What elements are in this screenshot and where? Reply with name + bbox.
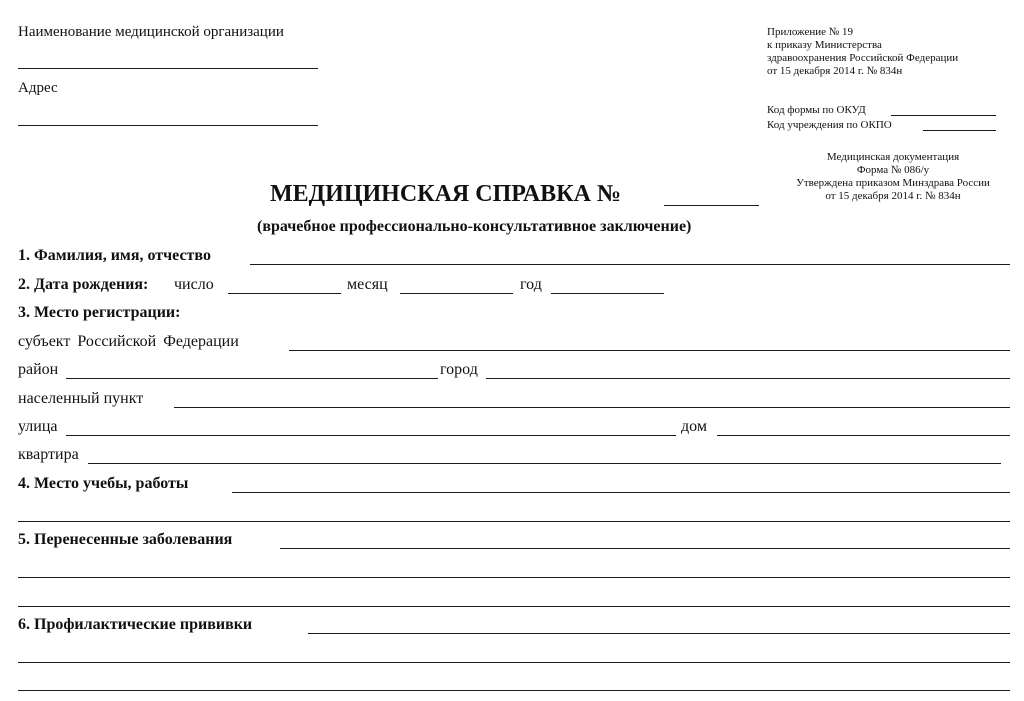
appendix-line: здравоохранения Российской Федерации <box>767 52 959 64</box>
appendix-line: к приказу Министерства <box>767 39 882 51</box>
past-diseases-field-2[interactable] <box>18 577 1010 578</box>
page-title: МЕДИЦИНСКАЯ СПРАВКА № <box>270 181 622 207</box>
appendix-block <box>767 26 958 78</box>
street-field[interactable] <box>66 435 676 436</box>
past-diseases-label: 5. Перенесенные заболевания <box>18 531 233 548</box>
federal-subject-field[interactable] <box>289 350 1010 351</box>
apartment-label: квартира <box>18 446 79 463</box>
organization-name-label: Наименование медицинской организации <box>18 24 284 40</box>
form-info-line: Медицинская документация <box>826 151 960 163</box>
birth-month-label: месяц <box>347 276 388 293</box>
past-diseases-field[interactable] <box>280 548 1010 549</box>
vaccinations-field-3[interactable] <box>18 690 1010 691</box>
study-work-label: 4. Место учебы, работы <box>18 475 189 492</box>
okpo-code-line[interactable] <box>923 130 996 131</box>
vaccinations-field-2[interactable] <box>18 662 1010 663</box>
house-label: дом <box>681 418 707 435</box>
birth-month-field[interactable] <box>400 293 513 294</box>
birth-day-field[interactable] <box>228 293 341 294</box>
address-label: Адрес <box>18 80 58 96</box>
form-info-line: от 15 декабря 2014 г. № 834н <box>825 190 961 202</box>
birth-date-label: 2. Дата рождения: <box>18 276 149 293</box>
birth-day-label: число <box>174 276 214 293</box>
registration-label: 3. Место регистрации: <box>18 304 181 321</box>
settlement-label: населенный пункт <box>18 390 144 407</box>
birth-year-field[interactable] <box>551 293 664 294</box>
form-info-line: Форма № 086/у <box>856 164 930 176</box>
page-subtitle: (врачебное профессионально-консультативное заключение) <box>257 218 692 235</box>
okud-code-line[interactable] <box>891 115 996 116</box>
address-line[interactable] <box>18 125 318 126</box>
okpo-code-label: Код учреждения по ОКПО <box>767 119 892 131</box>
apartment-field[interactable] <box>88 463 1001 464</box>
organization-name-line[interactable] <box>18 68 318 69</box>
study-work-field[interactable] <box>232 492 1010 493</box>
vaccinations-label: 6. Профилактические прививки <box>18 616 253 633</box>
certificate-number-line[interactable] <box>664 205 759 206</box>
appendix-line: от 15 декабря 2014 г. № 834н <box>767 65 903 77</box>
form-info-block <box>770 151 1016 203</box>
form-info-line: Утверждена приказом Минздрава России <box>796 177 990 189</box>
city-field[interactable] <box>486 378 1010 379</box>
house-field[interactable] <box>717 435 1010 436</box>
vaccinations-field[interactable] <box>308 633 1010 634</box>
full-name-label: 1. Фамилия, имя, отчество <box>18 247 211 264</box>
district-field[interactable] <box>66 378 438 379</box>
district-label: район <box>18 361 59 378</box>
past-diseases-field-3[interactable] <box>18 606 1010 607</box>
full-name-field[interactable] <box>250 264 1010 265</box>
city-label: город <box>440 361 478 378</box>
okud-code-label: Код формы по ОКУД <box>767 104 866 116</box>
federal-subject-label: субъект Российской Федерации <box>18 333 239 350</box>
settlement-field[interactable] <box>174 407 1010 408</box>
birth-year-label: год <box>520 276 542 293</box>
street-label: улица <box>18 418 58 435</box>
study-work-field-2[interactable] <box>18 521 1010 522</box>
appendix-line: Приложение № 19 <box>767 26 854 38</box>
